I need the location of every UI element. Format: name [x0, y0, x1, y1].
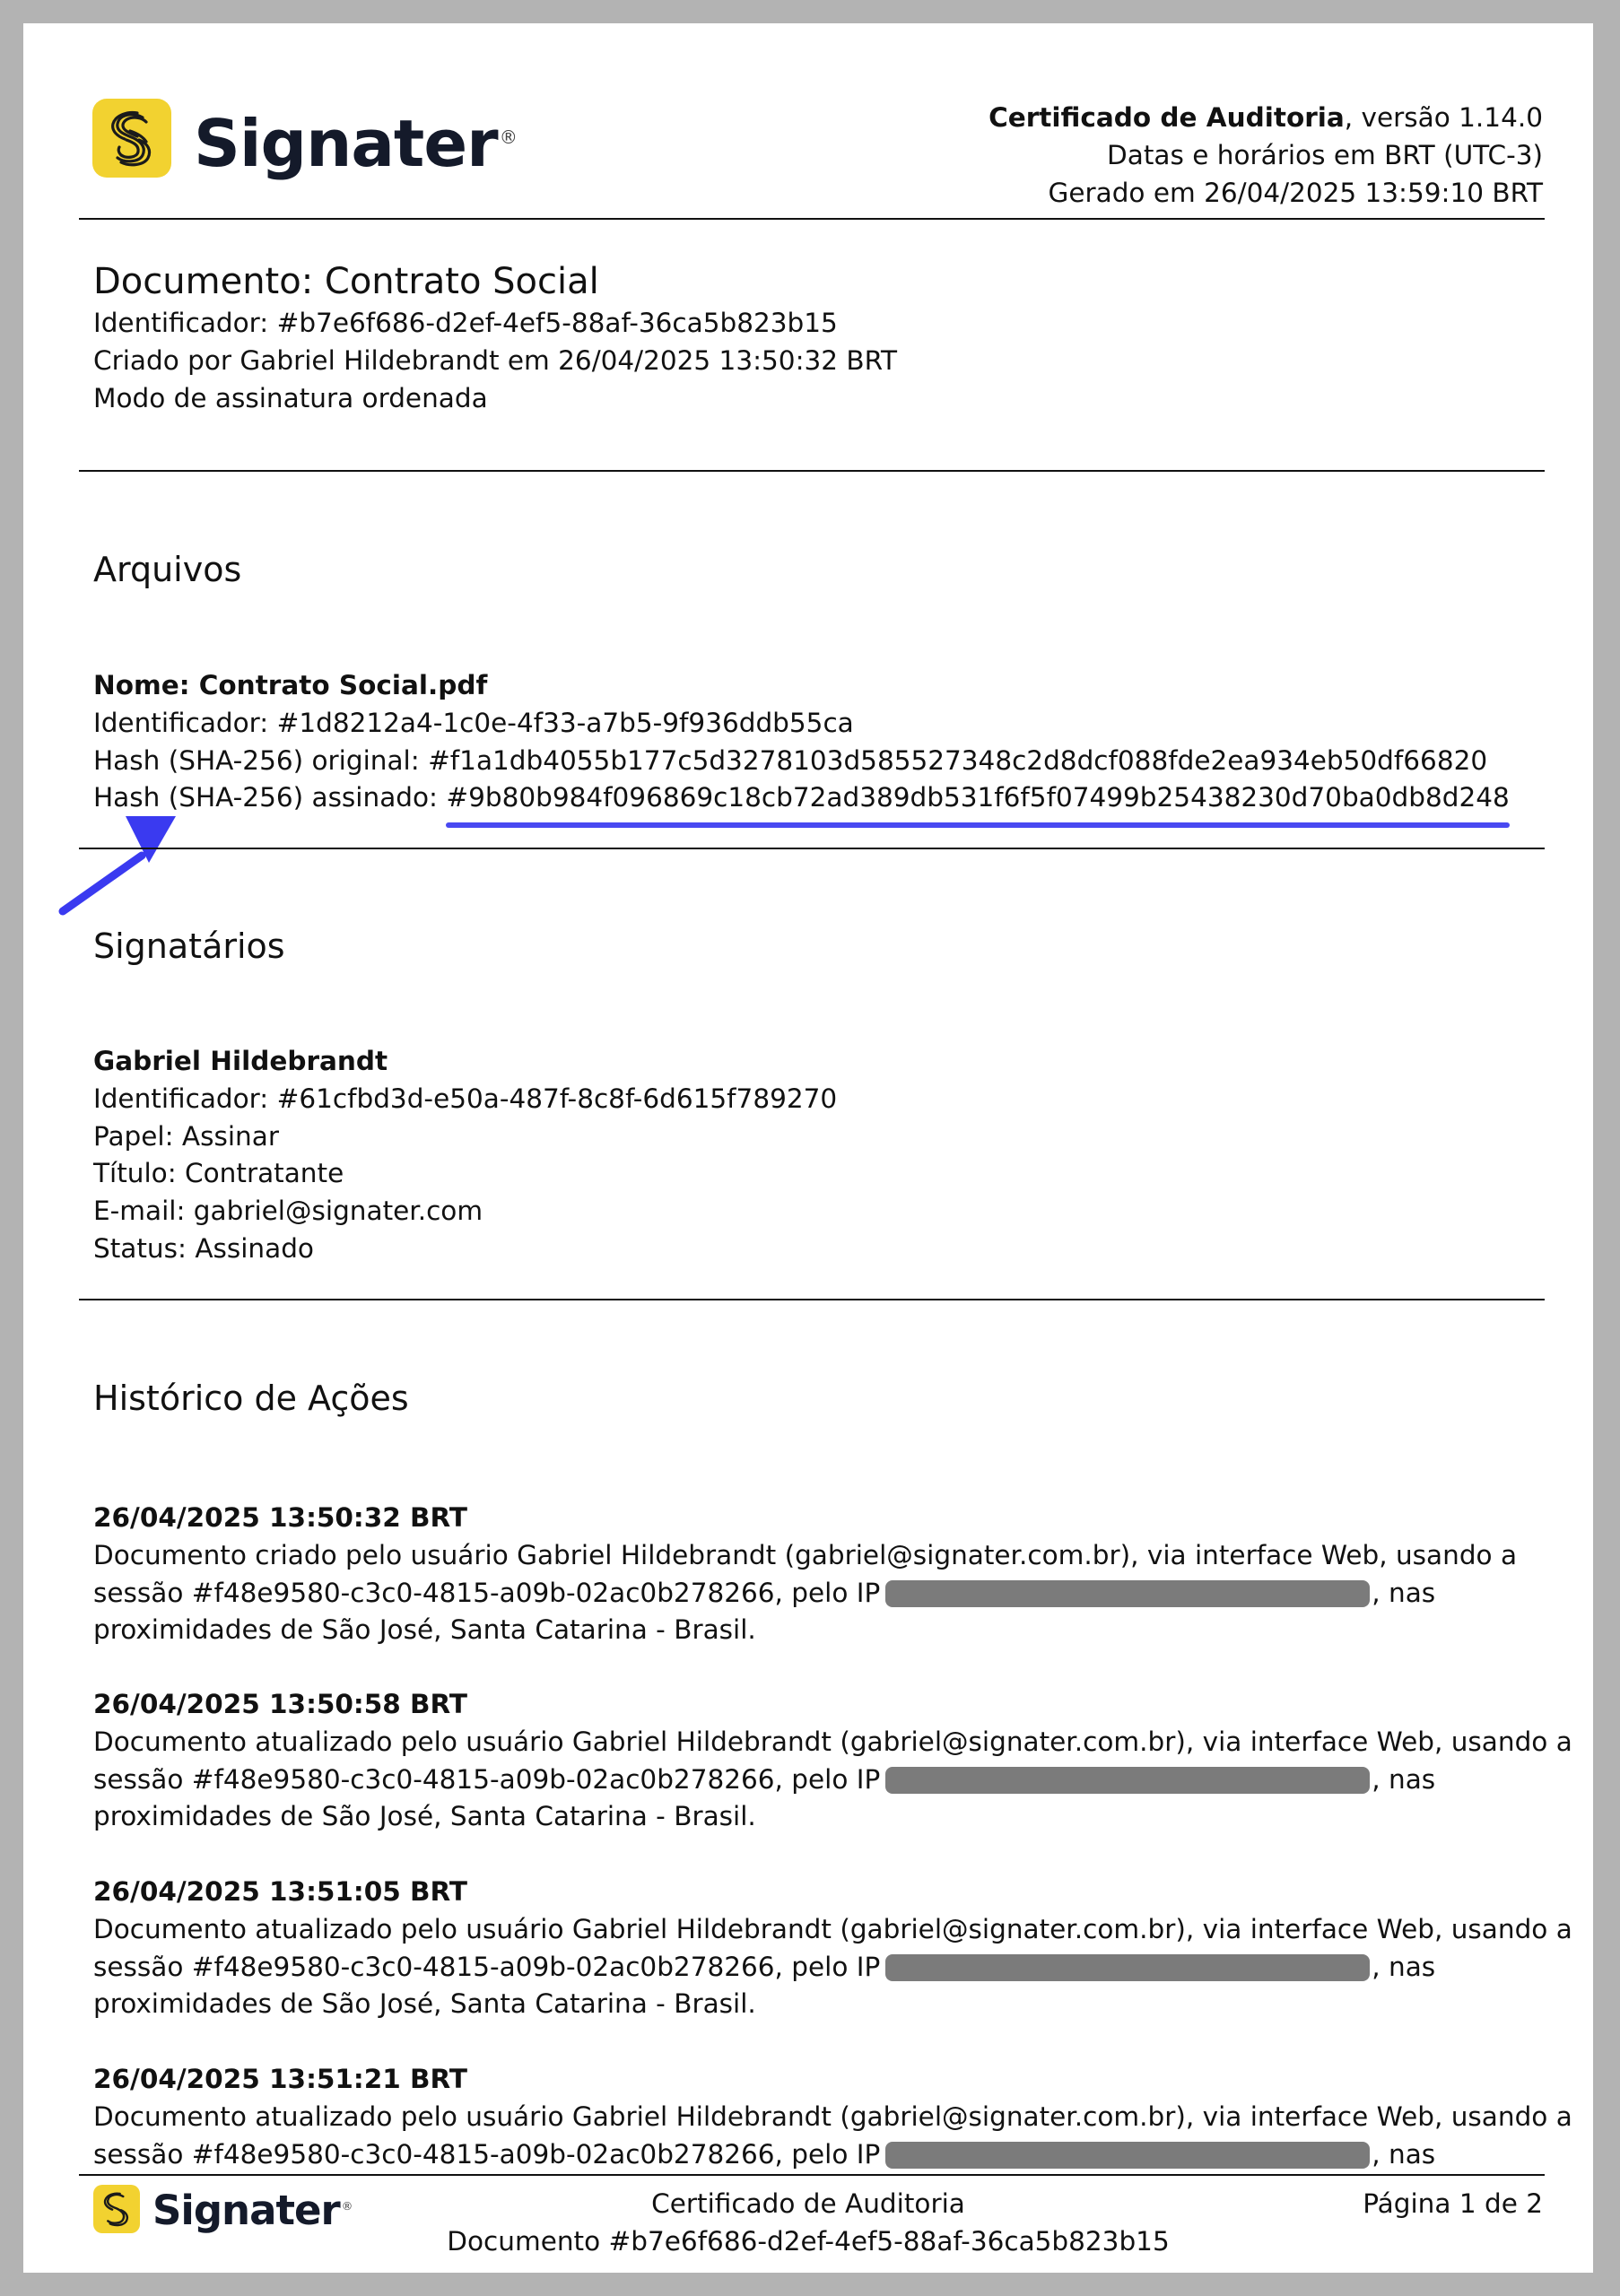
section-divider	[79, 848, 1545, 849]
signature-mode: Modo de assinatura ordenada	[93, 382, 488, 413]
files-section	[93, 547, 241, 592]
files-section-title: Arquivos	[93, 550, 242, 589]
history-entry: 26/04/2025 13:51:05 BRT Documento atualizado pelo usuário Gabriel Hildebrandt (gabriel@signater.com.br), via interface Web, usando a sessão #f48e9580-c3c0-4815-a09b-02ac0b278266, pelo IP , nas proximidades de São José, Santa Catarina - Brasil.	[93, 1874, 1572, 2023]
signer-identifier: Identificador: #61cfbd3d-e50a-487f-8c8f-6d615f789270	[93, 1083, 838, 1114]
file-hash-signed	[93, 779, 1510, 817]
handdrawn-arrow-icon	[56, 800, 190, 917]
history-timestamp: 26/04/2025 13:50:58 BRT	[93, 1689, 468, 1719]
history-location: proximidades de São José, Santa Catarina - Brasil.	[93, 1801, 756, 1832]
signer-item	[93, 1043, 837, 1268]
certificate-title: Certificado de Auditoria	[989, 102, 1345, 133]
history-entry: 26/04/2025 13:50:58 BRT Documento atualizado pelo usuário Gabriel Hildebrandt (gabriel@signater.com.br), via interface Web, usando a sessão #f48e9580-c3c0-4815-a09b-02ac0b278266, pelo IP , nas proximidades de São José, Santa Catarina - Brasil.	[93, 1686, 1572, 1836]
file-identifier: Identificador: #1d8212a4-1c0e-4f33-a7b5-9f936ddb55ca	[93, 707, 854, 738]
signer-email: E-mail: gabriel@signater.com	[93, 1196, 483, 1227]
redacted-ip	[885, 1580, 1370, 1607]
footer-divider	[79, 2174, 1545, 2176]
file-item	[93, 667, 1510, 817]
audit-certificate-page	[23, 23, 1593, 2273]
section-divider	[79, 1299, 1545, 1300]
certificate-info	[989, 99, 1543, 212]
signer-role: Papel: Assinar	[93, 1120, 279, 1152]
redacted-ip	[885, 1767, 1370, 1794]
generated-at: Gerado em 26/04/2025 13:59:10 BRT	[1048, 178, 1543, 208]
history-timestamp: 26/04/2025 13:51:21 BRT	[93, 2064, 468, 2094]
footer-brand-wordmark: Signater ®	[152, 2187, 353, 2234]
registered-mark: ®	[499, 126, 517, 148]
brand-wordmark: Signater®	[194, 106, 517, 181]
file-hash-signed-value: #9b80b984f096869c18cb72ad389db531f6f5f07499b25438230d70ba0db8d248	[446, 779, 1509, 817]
handdrawn-underline	[446, 822, 1509, 828]
history-section-title: Histórico de Ações	[93, 1378, 409, 1418]
document-identifier: Identificador: #b7e6f686-d2ef-4ef5-88af-36ca5b823b15	[93, 308, 838, 338]
history-timestamp: 26/04/2025 13:50:32 BRT	[93, 1502, 468, 1533]
history-description: Documento atualizado pelo usuário Gabriel Hildebrandt (gabriel@signater.com.br), via interface Web, usando a	[93, 1726, 1572, 1757]
section-divider	[79, 470, 1545, 472]
history-description: Documento atualizado pelo usuário Gabriel Hildebrandt (gabriel@signater.com.br), via interface Web, usando a	[93, 1913, 1572, 1944]
redacted-ip	[885, 1954, 1370, 1981]
timezone-note: Datas e horários em BRT (UTC-3)	[1107, 140, 1543, 170]
history-location: proximidades de São José, Santa Catarina - Brasil.	[93, 1614, 756, 1646]
signer-status: Status: Assinado	[93, 1232, 314, 1264]
history-description: Documento criado pelo usuário Gabriel Hildebrandt (gabriel@signater.com.br), via interface Web, usando a	[93, 1539, 1518, 1570]
fingerprint-s-icon	[107, 109, 157, 167]
document-section	[93, 258, 897, 417]
history-entry: 26/04/2025 13:50:32 BRT Documento criado pelo usuário Gabriel Hildebrandt (gabriel@signater.com.br), via interface Web, usando a sessão #f48e9580-c3c0-4815-a09b-02ac0b278266, pelo IP , nas proximidades de São José, Santa Catarina - Brasil.	[93, 1500, 1517, 1649]
signater-logo-icon	[92, 99, 171, 178]
document-created-by: Criado por Gabriel Hildebrandt em 26/04/2025 13:50:32 BRT	[93, 344, 898, 376]
history-location: proximidades de São José, Santa Catarina - Brasil.	[93, 1988, 756, 2020]
signers-section	[93, 924, 285, 969]
certificate-version: , versão 1.14.0	[1344, 102, 1543, 133]
page-indicator: Página 1 de 2	[1363, 2188, 1543, 2219]
file-hash-signed-label: Hash (SHA-256) assinado:	[93, 782, 447, 813]
signer-name: Gabriel Hildebrandt	[93, 1046, 388, 1076]
redacted-ip	[885, 2142, 1370, 2169]
signer-title: Título: Contratante	[93, 1158, 344, 1189]
history-entry: 26/04/2025 13:51:21 BRT Documento atualizado pelo usuário Gabriel Hildebrandt (gabriel@signater.com.br), via interface Web, usando a sessão #f48e9580-c3c0-4815-a09b-02ac0b278266, pelo IP , nas	[93, 2061, 1572, 2173]
file-name: Nome: Contrato Social.pdf	[93, 670, 488, 700]
history-section	[93, 1376, 409, 1421]
history-description: Documento atualizado pelo usuário Gabriel Hildebrandt (gabriel@signater.com.br), via interface Web, usando a	[93, 2100, 1572, 2132]
footer-title: Certificado de Auditoria	[651, 2188, 965, 2219]
footer-document-ref: Documento #b7e6f686-d2ef-4ef5-88af-36ca5b823b15	[447, 2226, 1170, 2257]
document-title: Documento: Contrato Social	[93, 261, 599, 302]
signers-section-title: Signatários	[93, 926, 285, 966]
header-divider	[79, 218, 1545, 220]
history-timestamp: 26/04/2025 13:51:05 BRT	[93, 1876, 468, 1907]
file-hash-original: Hash (SHA-256) original: #f1a1db4055b177c5d3278103d585527348c2d8dcf088fde2ea934eb50df66820	[93, 744, 1488, 776]
